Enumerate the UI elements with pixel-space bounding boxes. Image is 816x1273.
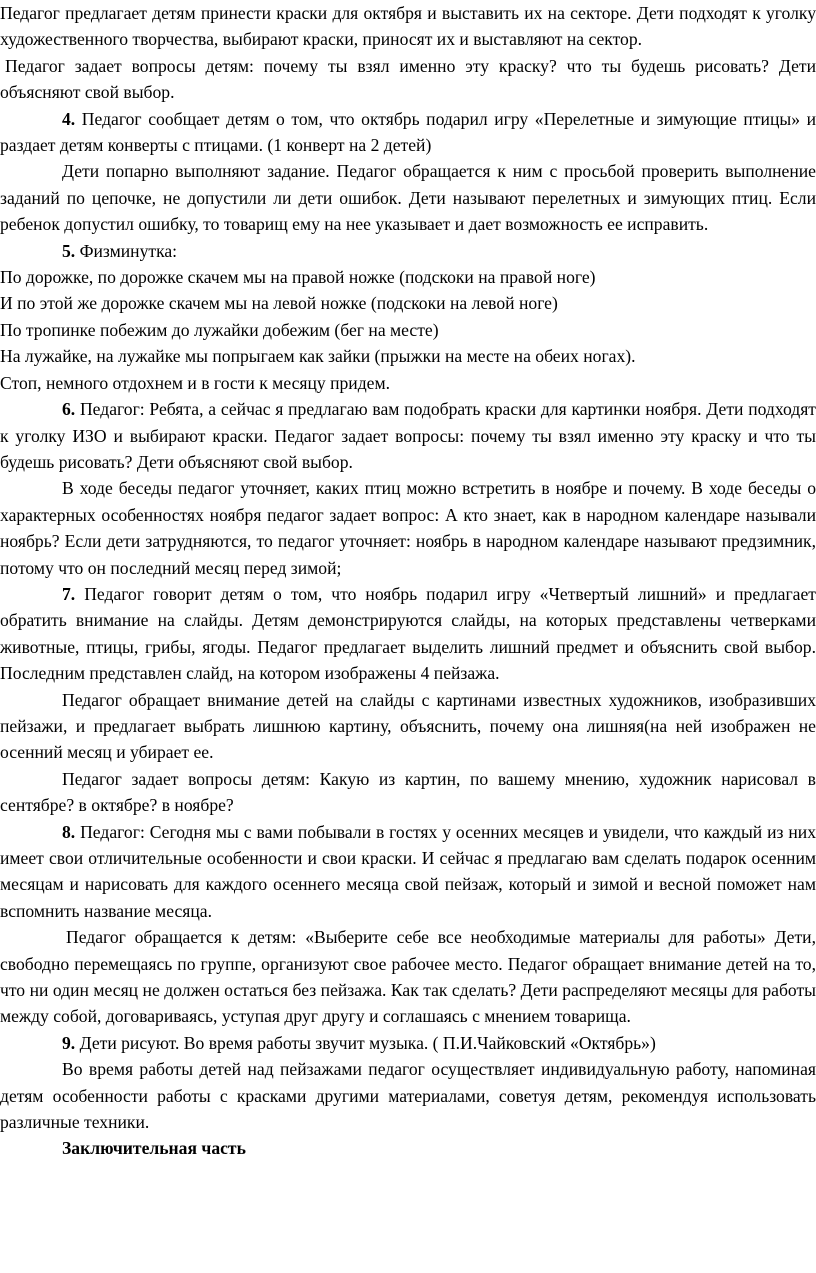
poem-line: Стоп, немного отдохнем и в гости к месяцу придем. [0, 372, 391, 393]
paragraph-text: Педагог предлагает детям принести краски для октября и выставить их на секторе. Дети подходят к уголку художественного творчества, выбирают краски, приносят их и выставляют на сектор. [0, 3, 816, 50]
paragraph-step-6 [0, 396, 816, 475]
step-number: 4. [62, 108, 76, 129]
paragraph-text: Педагог говорит детям о том, что ноябрь подарил игру «Четвертый лишний» и предлагает обратить внимание на слайды. Детям демонстрируются слайды, на которых представлены четверками животные, птицы, грибы, ягоды. Педагог предлагает выделить лишний предмет и объяснить свой выбор. Последним представлен слайд, на котором изображены 4 пейзажа. [0, 583, 816, 684]
paragraph-text: В ходе беседы педагог уточняет, каких птиц можно встретить в ноябре и почему. В ходе беседы о характерных особенностях ноября педагог задает вопрос: А кто знает, как в народном календаре называли ноябрь? Если дети затрудняются, то педагог уточняет: ноябрь в народном календаре называют предзимник, потому что он последний месяц перед зимой; [0, 478, 816, 578]
paragraph-text: Педагог обращает внимание детей на слайды с картинами известных художников, изобразивших пейзажи, и предлагает выбрать лишнюю картину, объяснить, почему она лишняя(на ней изображен не осенний месяц и убирает ее. [0, 689, 816, 763]
paragraph-text: Педагог обращается к детям: «Выберите себе все необходимые материалы для работы» Дети, свободно перемещаясь по группе, организуют свое рабочее место. Педагог обращает внимание детей на то, что ни один месяц не должен остаться без пейзажа. Как так сделать? Дети распределяют месяцы для работы между собой, договариваясь, уступая друг другу и соглашаясь с мнением товарища. [0, 927, 816, 1027]
paragraph-text: Дети попарно выполняют задание. Педагог обращается к ним с просьбой проверить выполнение заданий по цепочке, не допустили ли дети ошибок. Дети называют перелетных и зимующих птиц. Если ребенок допустил ошибку, то товарищ ему на нее указывает и дает возможность ее исправить. [0, 161, 816, 235]
step-number: 6. [62, 399, 76, 420]
paragraph-step-9 [0, 1030, 816, 1056]
poem-line: На лужайке, на лужайке мы попрыгаем как зайки (прыжки на месте на обеих ногах). [0, 346, 636, 367]
paragraph-text: Дети рисуют. Во время работы звучит музыка. ( П.И.Чайковский «Октябрь») [75, 1032, 656, 1053]
poem-line: По тропинке побежим до лужайки добежим (бег на месте) [0, 319, 439, 340]
paragraph-questions-october [0, 53, 816, 106]
paragraph-pairs-task [0, 158, 816, 237]
paragraph-paintings [0, 687, 816, 766]
poem-line: По дорожке, по дорожке скачем мы на правой ножке (подскоки на правой ноге) [0, 267, 596, 288]
paragraph-step-5 [0, 238, 816, 264]
paragraph-text: Педагог сообщает детям о том, что октябрь подарил игру «Перелетные и зимующие птицы» и раздает детям конверты с птицами. (1 конверт на 2 детей) [0, 108, 816, 156]
paragraph-text: Физминутка: [75, 240, 178, 261]
paragraph-paintings-questions [0, 766, 816, 819]
paragraph-text: Педагог задает вопросы детям: почему ты взял именно эту краску? что ты будешь рисовать? Дети объясняют свой выбор. [0, 55, 816, 103]
paragraph-text: Педагог: Ребята, а сейчас я предлагаю вам подобрать краски для картинки ноября. Дети подходят к уголку ИЗО и выбирают краски. Педагог задает вопросы: почему ты взял именно эту краску и что ты будешь рисовать? Дети объясняют свой выбор. [0, 399, 816, 472]
paragraph-paints-october [0, 0, 816, 53]
final-section-heading: Заключительная часть [62, 1138, 246, 1159]
paragraph-step-7 [0, 581, 816, 687]
paragraph-text: Педагог: Сегодня мы с вами побывали в гостях у осенних месяцев и увидели, что каждый из них имеет свои отличительные особенности и свои краски. И сейчас я предлагаю вам сделать подарок осенним месяцам и нарисовать для каждого осеннего месяца свой пейзаж, который и зимой и весной поможет нам вспомнить название месяца. [0, 821, 816, 921]
paragraph-step-8 [0, 819, 816, 925]
paragraph-november-birds [0, 475, 816, 581]
paragraph-text: Во время работы детей над пейзажами педагог осуществляет индивидуальную работу, напоминая детям особенности работы с красками другими материалами, советуя детям, рекомендуя использовать различные техники. [0, 1059, 816, 1133]
poem-line: И по этой же дорожке скачем мы на левой ножке (подскоки на левой ноге) [0, 293, 558, 314]
step-number: 9. [62, 1032, 76, 1053]
paragraph-text: Педагог задает вопросы детям: Какую из картин, по вашему мнению, художник нарисовал в сентябре? в октябре? в ноябре? [0, 768, 816, 816]
exercise-poem [0, 264, 816, 396]
step-number: 5. [62, 240, 76, 261]
step-number: 7. [62, 583, 76, 604]
paragraph-materials [0, 924, 816, 1030]
paragraph-individual-work [0, 1056, 816, 1135]
step-number: 8. [62, 821, 76, 842]
paragraph-step-4 [0, 106, 816, 159]
